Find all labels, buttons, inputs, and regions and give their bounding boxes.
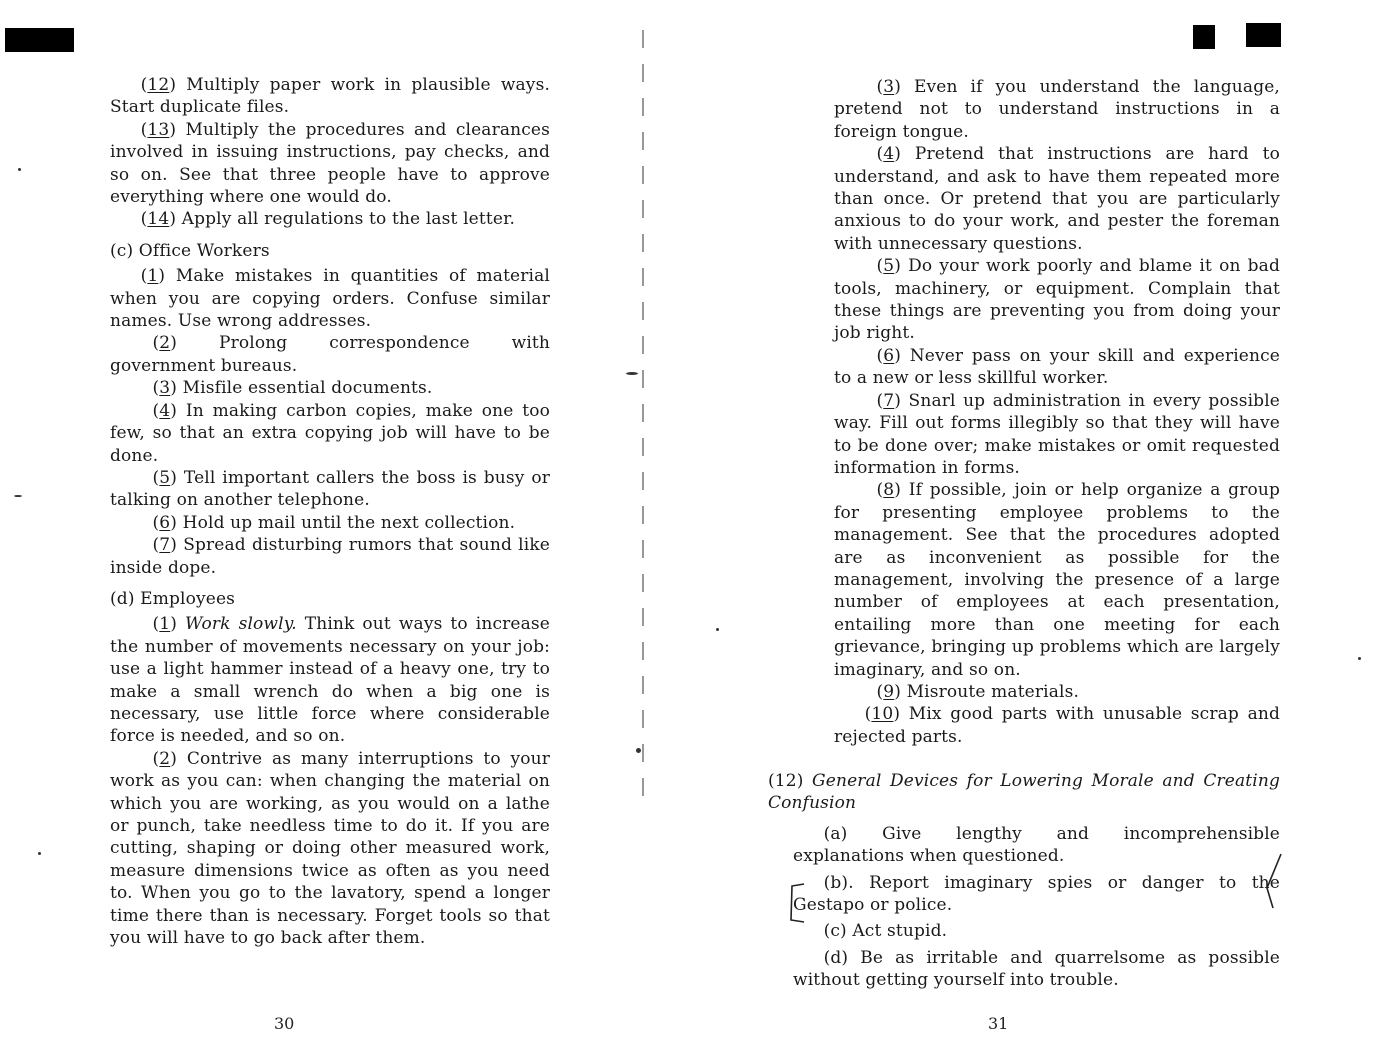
paragraph-number: 10 [871,704,894,725]
section-12-item: (b). Report imaginary spies or danger to the Gestapo or police. [793,872,1280,916]
numbered-paragraph: (14) Apply all regulations to the last letter. [140,209,516,230]
numbered-paragraph: (4) Pretend that instructions are hard to understand, and ask to have them repeated more than once. Or pretend that you are particularly anxious to do your work, and pester the foreman with unnecessary questions. [834,144,1280,254]
section-heading [110,588,550,610]
paragraph-number: 7 [159,535,171,556]
paragraph-text: Prolong correspondence with government bureaus. [110,333,550,376]
paragraph-number: 7 [883,390,895,411]
numbered-paragraph: (12) Multiply paper work in plausible ways. Start duplicate files. [110,75,550,118]
paragraph-text: Snarl up administration in every possible way. Fill out forms illegibly so that they will have to be done over; make mistakes or omit requested information in forms. [834,390,1280,478]
handwritten-bracket-mark [788,882,808,924]
paragraph-text: (d) Employees [110,588,236,609]
paragraph-text: Make mistakes in quantities of material when you are copying orders. Confuse similar names. Use wrong addresses. [110,266,550,332]
section-12-item: (d) Be as irritable and quarrelsome as possible without getting yourself into trouble. [793,947,1280,991]
section-12-items [793,823,1280,992]
paragraph-text: Hold up mail until the next collection. [177,512,516,533]
numbered-paragraph: (7) Spread disturbing rumors that sound like inside dope. [110,535,550,578]
paragraph-text: Tell important callers the boss is busy or talking on another telephone. [110,467,550,511]
paragraph-number: 6 [883,345,895,366]
section-12-item: (a) Give lengthy and incomprehensible explanations when questioned. [793,823,1280,867]
paragraph-number: 1 [159,614,171,635]
section-12-item: (c) Act stupid. [823,921,948,942]
right-page [648,0,1391,1057]
page-number-30: 30 [274,1014,295,1033]
numbered-paragraph: (8) If possible, join or help organize a group for presenting employee problems to the management. See that the procedures adopted are as inconvenient as possible for the management, involving the presence of a large number of employees at each presentation, entailing more than one meeting for each grievance, bringing up problems which are largely imaginary, and so on. [834,480,1280,680]
page-fold-line [642,30,644,810]
emphasis-text: Work slowly. [185,614,297,635]
paragraph-text: In making carbon copies, make one too few, so that an extra copying job will have to be done. [110,400,550,466]
numbered-paragraph: (4) In making carbon copies, make one too few, so that an extra copying job will have to be done. [110,400,550,466]
paragraph-number: 3 [159,378,171,399]
numbered-paragraph: (1) Work slowly. Think out ways to increase the number of movements necessary on your job: use a light hammer instead of a heavy one, try to make a small wrench do when a big one is necessary, use little force where considerable force is needed, and so on. [110,614,550,747]
numbered-paragraph: (5) Tell important callers the boss is busy or talking on another telephone. [110,467,550,511]
numbered-paragraph: (13) Multiply the procedures and clearances involved in issuing instructions, pay checks, and so on. See that three people have to approve everything where one would do. [110,119,550,208]
paragraph-text: Think out ways to increase the number of movements necessary on your job: use a light hammer instead of a heavy one, try to make a small wrench do when a big one is necessary, use little force where considerable force is needed, and so on. [110,614,550,747]
paragraph-number: 2 [159,748,171,769]
paragraph-text: If possible, join or help organize a group for presenting employee problems to the management. See that the procedures adopted are as inconvenient as possible for the management, involving the presence of a large number of employees at each presentation, entailing more than one meeting for each grievance, bringing up problems which are largely imaginary, and so on. [834,480,1280,680]
paragraph-number: 13 [147,119,170,140]
section-12 [768,770,1280,992]
section-12-heading [768,770,1280,815]
paragraph-text: Multiply paper work in plausible ways. Start duplicate files. [110,75,550,118]
paragraph-number: 4 [159,400,171,421]
numbered-paragraph: (2) Contrive as many interruptions to your work as you can: when changing the material on which you are working, as you would on a lathe or punch, take needless time to do it. If you are cutting, shaping or doing other measured work, measure dimensions twice as often as you need to. When you go to the lavatory, spend a longer time there than is necessary. Forget tools so that you will have to go back after them. [110,748,550,949]
numbered-paragraph: (6) Never pass on your skill and experience to a new or less skillful worker. [834,345,1280,389]
numbered-paragraph: (9) Misroute materials. [876,681,1080,702]
numbered-paragraph: (5) Do your work poorly and blame it on bad tools, machinery, or equipment. Complain that these things are preventing you from doing your job right. [834,256,1280,344]
handwritten-slash-mark [1253,852,1283,910]
numbered-paragraph: (2) Prolong correspondence with government bureaus. [110,333,550,376]
section-12-title: General Devices for Lowering Morale and Creating Confusion [768,771,1280,814]
paragraph-number: 9 [883,681,895,702]
paragraph-text: Apply all regulations to the last letter. [176,209,516,230]
left-page-text [110,74,550,949]
paragraph-text: (c) Office Workers [110,240,270,261]
paragraph-number: 3 [883,77,895,97]
left-page [0,0,640,1057]
paragraph-text: Spread disturbing rumors that sound like inside dope. [110,535,550,578]
paragraph-number: 12 [147,75,170,95]
paragraph-text: Misroute materials. [901,681,1080,702]
paragraph-text: Do your work poorly and blame it on bad tools, machinery, or equipment. Complain that these things are preventing you from doing your job right. [834,256,1280,344]
paragraph-number: 1 [147,266,159,287]
paragraph-number: 8 [883,480,895,501]
paragraph-number: 2 [159,333,171,354]
numbered-paragraph: (10) Mix good parts with unusable scrap and rejected parts. [834,704,1280,747]
paragraph-number: 6 [159,512,171,533]
paragraph-text: Misfile essential documents. [177,378,433,399]
paragraph-number: 5 [159,467,171,488]
page-number-31: 31 [988,1014,1009,1033]
numbered-paragraph: (6) Hold up mail until the next collection. [152,512,516,533]
numbered-paragraph: (3) Even if you understand the language, pretend not to understand instructions in a foreign tongue. [834,77,1280,142]
right-page-text [834,76,1280,748]
section-12-label: (12) [768,771,813,791]
paragraph-text: Even if you understand the language, pretend not to understand instructions in a foreign tongue. [834,77,1280,142]
paragraph-number: 4 [883,144,895,165]
paragraph-text: Contrive as many interruptions to your work as you can: when changing the material on which you are working, as you would on a lathe or punch, take needless time to do it. If you are cutting, shaping or doing other measured work, measure dimensions twice as often as you need to. When you go to the lavatory, spend a longer time there than is necessary. Forget tools so that you will have to go back after them. [110,748,550,949]
numbered-paragraph: (1) Make mistakes in quantities of material when you are copying orders. Confuse similar names. Use wrong addresses. [110,266,550,332]
section-heading [110,240,550,262]
numbered-paragraph: (3) Misfile essential documents. [152,378,433,399]
numbered-paragraph: (7) Snarl up administration in every possible way. Fill out forms illegibly so that they will have to be done over; make mistakes or omit requested information in forms. [834,390,1280,478]
paragraph-text: Never pass on your skill and experience to a new or less skillful worker. [834,345,1280,389]
paragraph-text: Pretend that instructions are hard to understand, and ask to have them repeated more than once. Or pretend that you are particularly anxious to do your work, and pester the foreman with unnecessary questions. [834,144,1280,254]
paragraph-number: 14 [147,209,170,230]
paragraph-number: 5 [883,256,895,277]
paragraph-text: Mix good parts with unusable scrap and rejected parts. [834,704,1280,747]
paragraph-text: Multiply the procedures and clearances involved in issuing instructions, pay checks, and so on. See that three people have to approve everything where one would do. [110,119,550,208]
